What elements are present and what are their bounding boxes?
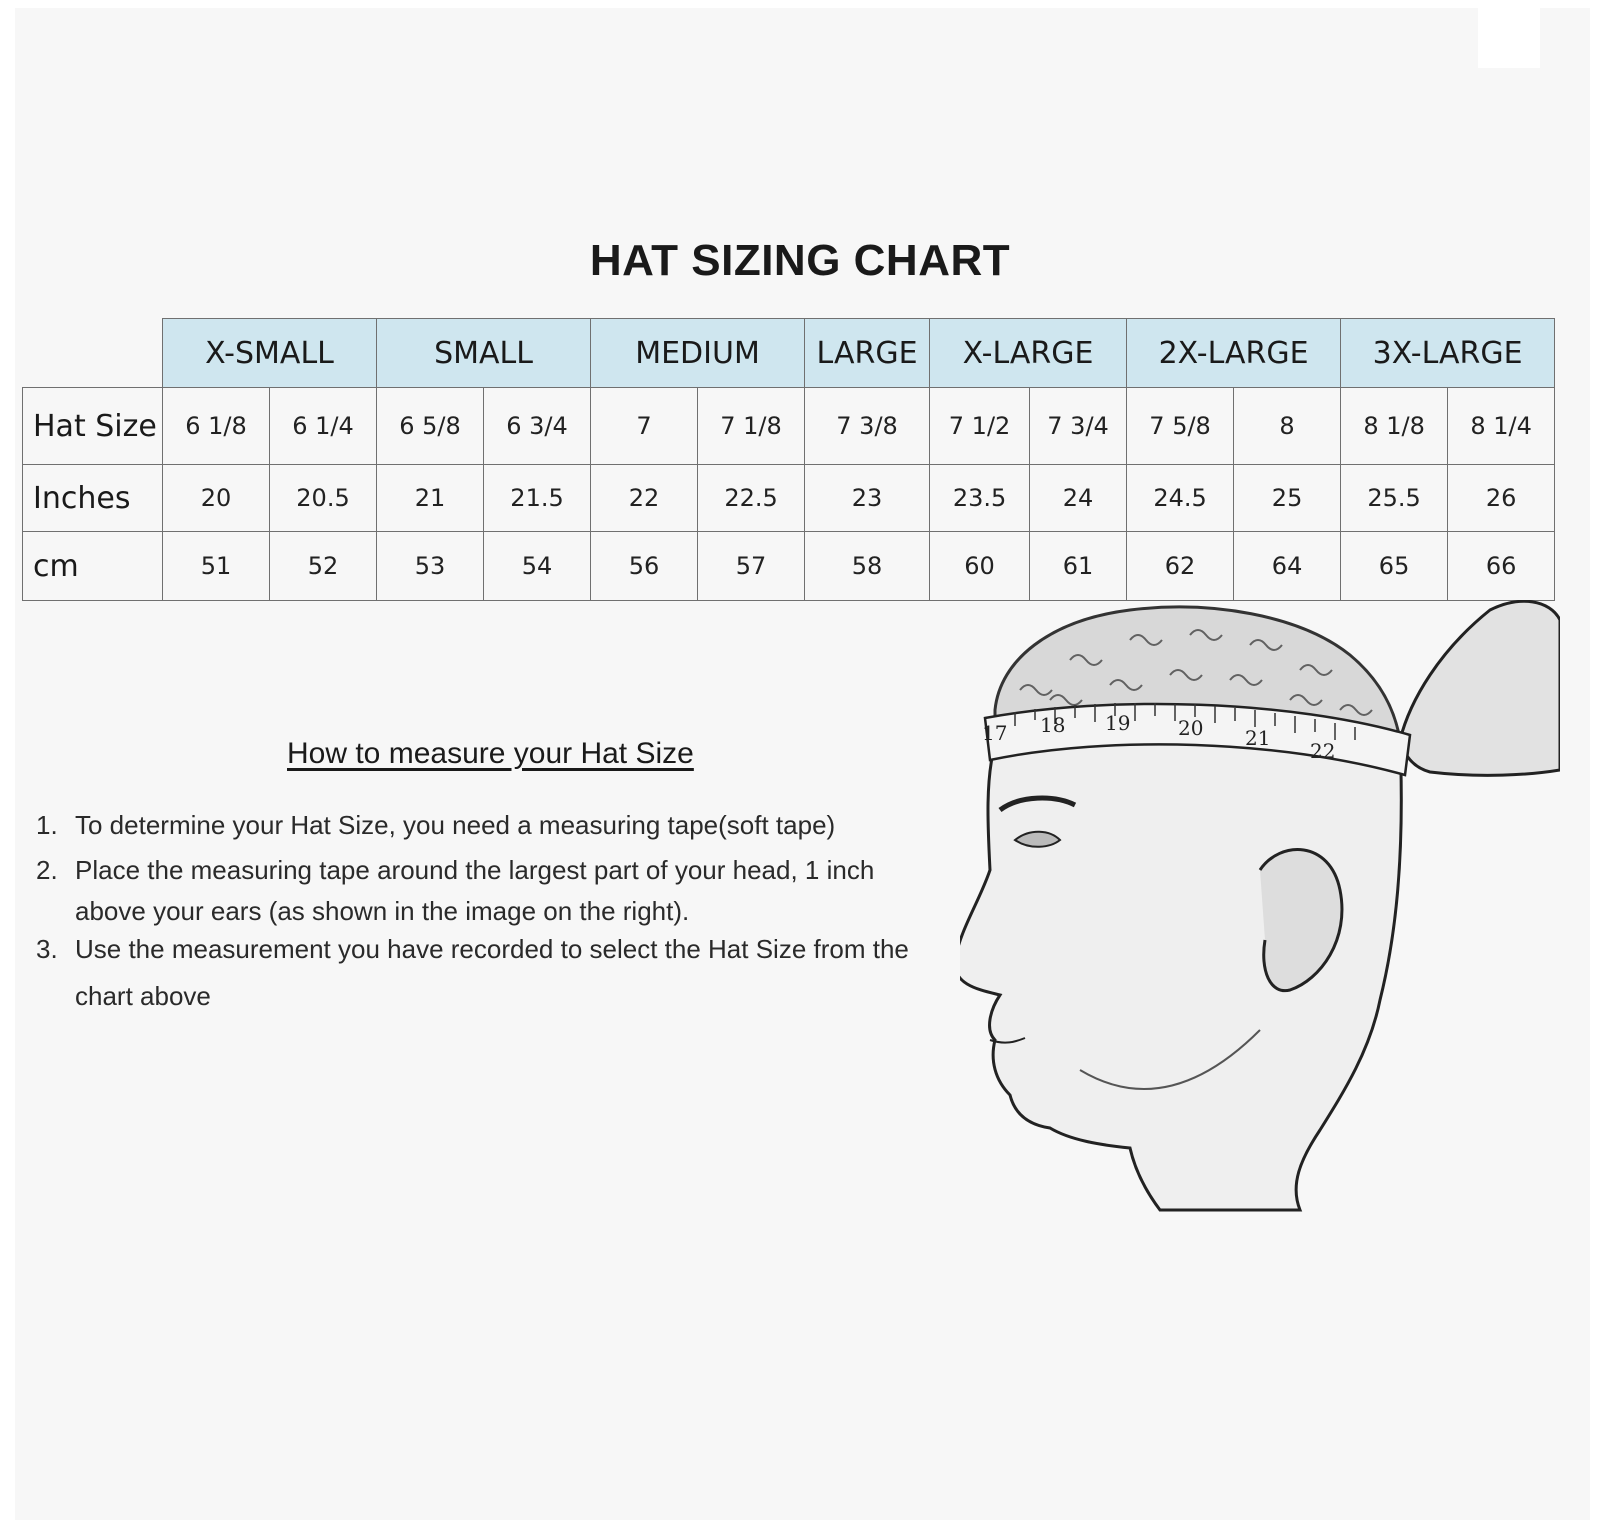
step-text: To determine your Hat Size, you need a measuring tape(soft tape) <box>75 810 836 840</box>
table-cell: 7 <box>591 388 698 465</box>
tape-mark: 19 <box>1105 711 1131 735</box>
tape-mark: 20 <box>1178 716 1204 740</box>
step-text: chart above <box>75 981 211 1011</box>
table-cell: 21 <box>377 465 484 532</box>
category-header-row <box>23 319 1555 388</box>
step-text: Place the measuring tape around the largest part of your head, 1 inch <box>75 855 875 885</box>
table-cell: 54 <box>484 532 591 601</box>
list-item <box>36 850 986 932</box>
table-cell: 7 3/4 <box>1030 388 1127 465</box>
category-2xlarge: 2X-LARGE <box>1127 319 1341 388</box>
table-cell: 7 1/2 <box>930 388 1030 465</box>
table-row-cm <box>23 532 1555 601</box>
step-number: 2. <box>36 855 58 885</box>
table-cell: 24.5 <box>1127 465 1234 532</box>
table-cell: 8 <box>1234 388 1341 465</box>
tape-mark: 17 <box>982 721 1008 745</box>
table-cell: 25 <box>1234 465 1341 532</box>
table-cell: 6 3/4 <box>484 388 591 465</box>
table-cell: 24 <box>1030 465 1127 532</box>
list-item <box>36 926 986 1020</box>
table-cell: 61 <box>1030 532 1127 601</box>
row-label-hat-size: Hat Size <box>23 388 163 465</box>
hand-shape <box>1400 601 1560 775</box>
table-cell: 25.5 <box>1341 465 1448 532</box>
step-text: above your ears (as shown in the image on the right). <box>75 896 690 926</box>
category-medium: MEDIUM <box>591 319 805 388</box>
table-cell: 26 <box>1448 465 1555 532</box>
tape-mark: 22 <box>1310 739 1336 763</box>
category-xlarge: X-LARGE <box>930 319 1127 388</box>
step-number: 3. <box>36 934 58 964</box>
tape-mark: 18 <box>1040 713 1066 737</box>
table-cell: 22.5 <box>698 465 805 532</box>
category-3xlarge: 3X-LARGE <box>1341 319 1555 388</box>
table-cell: 23 <box>805 465 930 532</box>
table-cell: 6 1/4 <box>270 388 377 465</box>
list-item <box>36 805 986 846</box>
table-cell: 8 1/4 <box>1448 388 1555 465</box>
category-xsmall: X-SMALL <box>163 319 377 388</box>
head-measuring-illustration <box>960 600 1560 1250</box>
corner-cell <box>23 319 163 388</box>
table-cell: 21.5 <box>484 465 591 532</box>
table-cell: 57 <box>698 532 805 601</box>
row-label-cm: cm <box>23 532 163 601</box>
table-cell: 66 <box>1448 532 1555 601</box>
table-cell: 7 1/8 <box>698 388 805 465</box>
table-cell: 8 1/8 <box>1341 388 1448 465</box>
hat-size-table <box>22 318 1555 601</box>
table-cell: 20.5 <box>270 465 377 532</box>
tape-mark: 21 <box>1245 726 1271 750</box>
head-outline <box>960 740 1401 1210</box>
measure-steps-list <box>36 805 986 1020</box>
table-cell: 6 5/8 <box>377 388 484 465</box>
table-cell: 7 3/8 <box>805 388 930 465</box>
table-cell: 62 <box>1127 532 1234 601</box>
table-cell: 60 <box>930 532 1030 601</box>
category-small: SMALL <box>377 319 591 388</box>
table-cell: 6 1/8 <box>163 388 270 465</box>
table-row-inches <box>23 465 1555 532</box>
table-cell: 23.5 <box>930 465 1030 532</box>
table-cell: 22 <box>591 465 698 532</box>
chart-title: HAT SIZING CHART <box>589 236 1011 285</box>
table-cell: 58 <box>805 532 930 601</box>
table-cell: 20 <box>163 465 270 532</box>
category-large: LARGE <box>805 319 930 388</box>
step-text: Use the measurement you have recorded to select the Hat Size from the <box>75 934 909 964</box>
howto-heading: How to measure your Hat Size <box>287 737 694 770</box>
corner-patch <box>1478 8 1540 68</box>
table-cell: 56 <box>591 532 698 601</box>
row-label-inches: Inches <box>23 465 163 532</box>
table-cell: 7 5/8 <box>1127 388 1234 465</box>
table-cell: 53 <box>377 532 484 601</box>
table-row-hat-size <box>23 388 1555 465</box>
table-cell: 52 <box>270 532 377 601</box>
table-cell: 64 <box>1234 532 1341 601</box>
table-cell: 51 <box>163 532 270 601</box>
table-cell: 65 <box>1341 532 1448 601</box>
step-number: 1. <box>36 810 58 840</box>
